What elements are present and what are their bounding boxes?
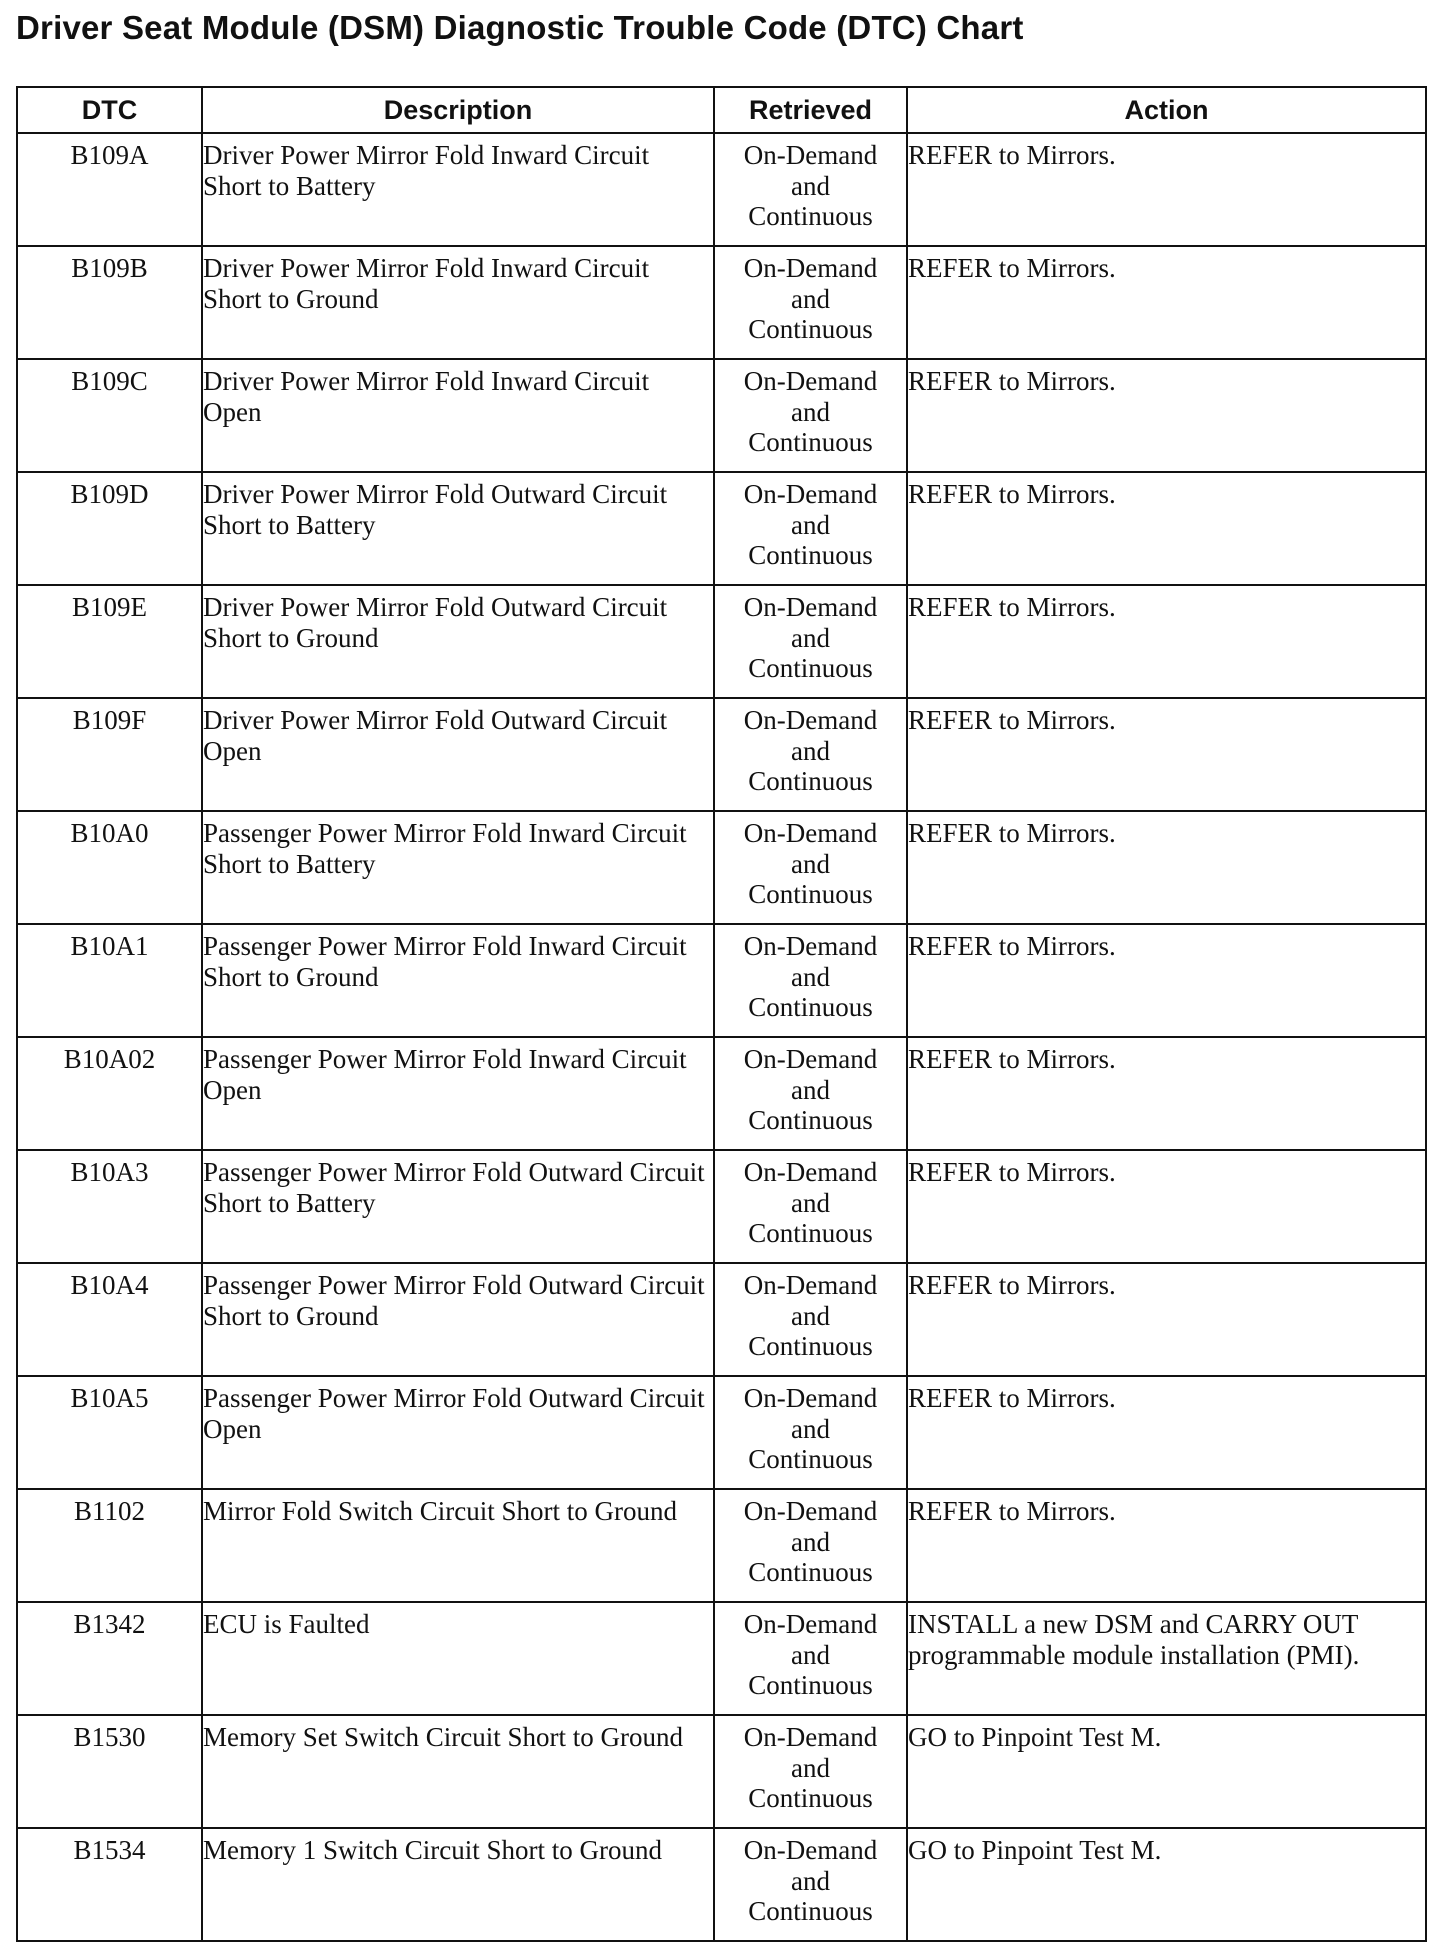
dtc-action: REFER to Mirrors. bbox=[907, 1489, 1426, 1602]
dtc-retrieved bbox=[714, 472, 907, 585]
dtc-table bbox=[16, 86, 1427, 1942]
dtc-description: Driver Power Mirror Fold Outward Circuit Open bbox=[202, 698, 714, 811]
retrieved-line: Continuous bbox=[748, 1105, 873, 1135]
dtc-action: REFER to Mirrors. bbox=[907, 246, 1426, 359]
table-row bbox=[17, 1150, 1426, 1263]
retrieved-line: and bbox=[791, 1865, 830, 1896]
retrieved-line: On-Demand bbox=[743, 253, 878, 283]
retrieved-line: and bbox=[791, 1187, 830, 1218]
page-title: Driver Seat Module (DSM) Diagnostic Trouble Code (DTC) Chart bbox=[16, 9, 1024, 46]
table-row bbox=[17, 924, 1426, 1037]
retrieved-line: Continuous bbox=[748, 1783, 873, 1813]
dtc-retrieved bbox=[714, 1602, 907, 1715]
retrieved-line: and bbox=[791, 848, 830, 879]
retrieved-line: Continuous bbox=[748, 1670, 873, 1700]
header-description: Description bbox=[202, 87, 714, 133]
dtc-description: Passenger Power Mirror Fold Outward Circuit Open bbox=[202, 1376, 714, 1489]
retrieved-line: Continuous bbox=[748, 1896, 873, 1926]
retrieved-line: Continuous bbox=[748, 1444, 873, 1474]
table-row bbox=[17, 1602, 1426, 1715]
retrieved-line: and bbox=[791, 1074, 830, 1105]
dtc-retrieved bbox=[714, 1828, 907, 1941]
dtc-description: Driver Power Mirror Fold Outward Circuit Short to Ground bbox=[202, 585, 714, 698]
retrieved-line: On-Demand bbox=[743, 1270, 878, 1300]
retrieved-line: Continuous bbox=[748, 766, 873, 796]
table-row bbox=[17, 1037, 1426, 1150]
dtc-description: Driver Power Mirror Fold Inward Circuit Short to Battery bbox=[202, 133, 714, 246]
dtc-action: REFER to Mirrors. bbox=[907, 1150, 1426, 1263]
dtc-retrieved bbox=[714, 811, 907, 924]
dtc-retrieved bbox=[714, 1376, 907, 1489]
retrieved-line: and bbox=[791, 1752, 830, 1783]
dtc-action: REFER to Mirrors. bbox=[907, 924, 1426, 1037]
table-row bbox=[17, 472, 1426, 585]
retrieved-line: On-Demand bbox=[743, 1722, 878, 1752]
dtc-retrieved bbox=[714, 359, 907, 472]
dtc-action: REFER to Mirrors. bbox=[907, 1263, 1426, 1376]
retrieved-line: and bbox=[791, 1639, 830, 1670]
dtc-retrieved bbox=[714, 698, 907, 811]
dtc-action: REFER to Mirrors. bbox=[907, 472, 1426, 585]
dtc-description: Passenger Power Mirror Fold Outward Circuit Short to Battery bbox=[202, 1150, 714, 1263]
dtc-description: Passenger Power Mirror Fold Outward Circuit Short to Ground bbox=[202, 1263, 714, 1376]
dtc-retrieved bbox=[714, 133, 907, 246]
retrieved-line: On-Demand bbox=[743, 1157, 878, 1187]
retrieved-line: Continuous bbox=[748, 1331, 873, 1361]
dtc-retrieved bbox=[714, 1037, 907, 1150]
retrieved-line: On-Demand bbox=[743, 1609, 878, 1639]
table-row bbox=[17, 698, 1426, 811]
retrieved-line: On-Demand bbox=[743, 479, 878, 509]
dtc-code: B10A1 bbox=[17, 924, 202, 1037]
dtc-code: B1534 bbox=[17, 1828, 202, 1941]
dtc-code: B109E bbox=[17, 585, 202, 698]
dtc-action: REFER to Mirrors. bbox=[907, 133, 1426, 246]
retrieved-line: Continuous bbox=[748, 1557, 873, 1587]
header-action: Action bbox=[907, 87, 1426, 133]
retrieved-line: and bbox=[791, 735, 830, 766]
dtc-retrieved bbox=[714, 924, 907, 1037]
dtc-retrieved bbox=[714, 1263, 907, 1376]
retrieved-line: Continuous bbox=[748, 879, 873, 909]
retrieved-line: and bbox=[791, 396, 830, 427]
retrieved-line: and bbox=[791, 170, 830, 201]
retrieved-line: On-Demand bbox=[743, 1383, 878, 1413]
dtc-code: B109C bbox=[17, 359, 202, 472]
retrieved-line: On-Demand bbox=[743, 1044, 878, 1074]
retrieved-line: On-Demand bbox=[743, 140, 878, 170]
retrieved-line: On-Demand bbox=[743, 366, 878, 396]
dtc-description: Passenger Power Mirror Fold Inward Circuit Short to Battery bbox=[202, 811, 714, 924]
table-header-row bbox=[17, 87, 1426, 133]
retrieved-line: Continuous bbox=[748, 540, 873, 570]
dtc-retrieved bbox=[714, 1489, 907, 1602]
header-retrieved: Retrieved bbox=[714, 87, 907, 133]
dtc-code: B10A3 bbox=[17, 1150, 202, 1263]
dtc-retrieved bbox=[714, 1715, 907, 1828]
dtc-retrieved bbox=[714, 1150, 907, 1263]
dtc-action: REFER to Mirrors. bbox=[907, 359, 1426, 472]
table-row bbox=[17, 585, 1426, 698]
retrieved-line: On-Demand bbox=[743, 592, 878, 622]
retrieved-line: On-Demand bbox=[743, 705, 878, 735]
dtc-description: Driver Power Mirror Fold Inward Circuit Open bbox=[202, 359, 714, 472]
dtc-code: B10A02 bbox=[17, 1037, 202, 1150]
retrieved-line: On-Demand bbox=[743, 818, 878, 848]
retrieved-line: and bbox=[791, 1526, 830, 1557]
table-row bbox=[17, 1715, 1426, 1828]
dtc-code: B1342 bbox=[17, 1602, 202, 1715]
dtc-description: Memory Set Switch Circuit Short to Ground bbox=[202, 1715, 714, 1828]
retrieved-line: Continuous bbox=[748, 314, 873, 344]
retrieved-line: and bbox=[791, 509, 830, 540]
retrieved-line: and bbox=[791, 1300, 830, 1331]
retrieved-line: and bbox=[791, 1413, 830, 1444]
retrieved-line: and bbox=[791, 283, 830, 314]
dtc-action: REFER to Mirrors. bbox=[907, 1037, 1426, 1150]
retrieved-line: Continuous bbox=[748, 653, 873, 683]
dtc-code: B1102 bbox=[17, 1489, 202, 1602]
table-row bbox=[17, 246, 1426, 359]
table-row bbox=[17, 1376, 1426, 1489]
dtc-action: REFER to Mirrors. bbox=[907, 585, 1426, 698]
table-row bbox=[17, 1489, 1426, 1602]
table-row bbox=[17, 133, 1426, 246]
dtc-description: Passenger Power Mirror Fold Inward Circuit Open bbox=[202, 1037, 714, 1150]
dtc-action: REFER to Mirrors. bbox=[907, 698, 1426, 811]
dtc-action: GO to Pinpoint Test M. bbox=[907, 1828, 1426, 1941]
table-row bbox=[17, 1828, 1426, 1941]
retrieved-line: and bbox=[791, 961, 830, 992]
table-body bbox=[17, 133, 1426, 1941]
retrieved-line: and bbox=[791, 622, 830, 653]
dtc-description: Driver Power Mirror Fold Inward Circuit Short to Ground bbox=[202, 246, 714, 359]
retrieved-line: On-Demand bbox=[743, 1496, 878, 1526]
dtc-code: B1530 bbox=[17, 1715, 202, 1828]
retrieved-line: Continuous bbox=[748, 201, 873, 231]
retrieved-line: Continuous bbox=[748, 992, 873, 1022]
table-row bbox=[17, 811, 1426, 924]
dtc-code: B109D bbox=[17, 472, 202, 585]
dtc-action: REFER to Mirrors. bbox=[907, 811, 1426, 924]
dtc-code: B10A5 bbox=[17, 1376, 202, 1489]
dtc-action: REFER to Mirrors. bbox=[907, 1376, 1426, 1489]
dtc-code: B109F bbox=[17, 698, 202, 811]
dtc-code: B109A bbox=[17, 133, 202, 246]
dtc-description: Mirror Fold Switch Circuit Short to Ground bbox=[202, 1489, 714, 1602]
dtc-code: B109B bbox=[17, 246, 202, 359]
table-row bbox=[17, 359, 1426, 472]
dtc-description: Passenger Power Mirror Fold Inward Circuit Short to Ground bbox=[202, 924, 714, 1037]
retrieved-line: Continuous bbox=[748, 427, 873, 457]
dtc-code: B10A0 bbox=[17, 811, 202, 924]
dtc-description: Memory 1 Switch Circuit Short to Ground bbox=[202, 1828, 714, 1941]
header-dtc: DTC bbox=[17, 87, 202, 133]
dtc-description: Driver Power Mirror Fold Outward Circuit Short to Battery bbox=[202, 472, 714, 585]
dtc-code: B10A4 bbox=[17, 1263, 202, 1376]
retrieved-line: On-Demand bbox=[743, 931, 878, 961]
dtc-action: INSTALL a new DSM and CARRY OUT programmable module installation (PMI). bbox=[907, 1602, 1426, 1715]
dtc-retrieved bbox=[714, 585, 907, 698]
retrieved-line: Continuous bbox=[748, 1218, 873, 1248]
dtc-retrieved bbox=[714, 246, 907, 359]
retrieved-line: On-Demand bbox=[743, 1835, 878, 1865]
table-row bbox=[17, 1263, 1426, 1376]
dtc-description: ECU is Faulted bbox=[202, 1602, 714, 1715]
dtc-action: GO to Pinpoint Test M. bbox=[907, 1715, 1426, 1828]
